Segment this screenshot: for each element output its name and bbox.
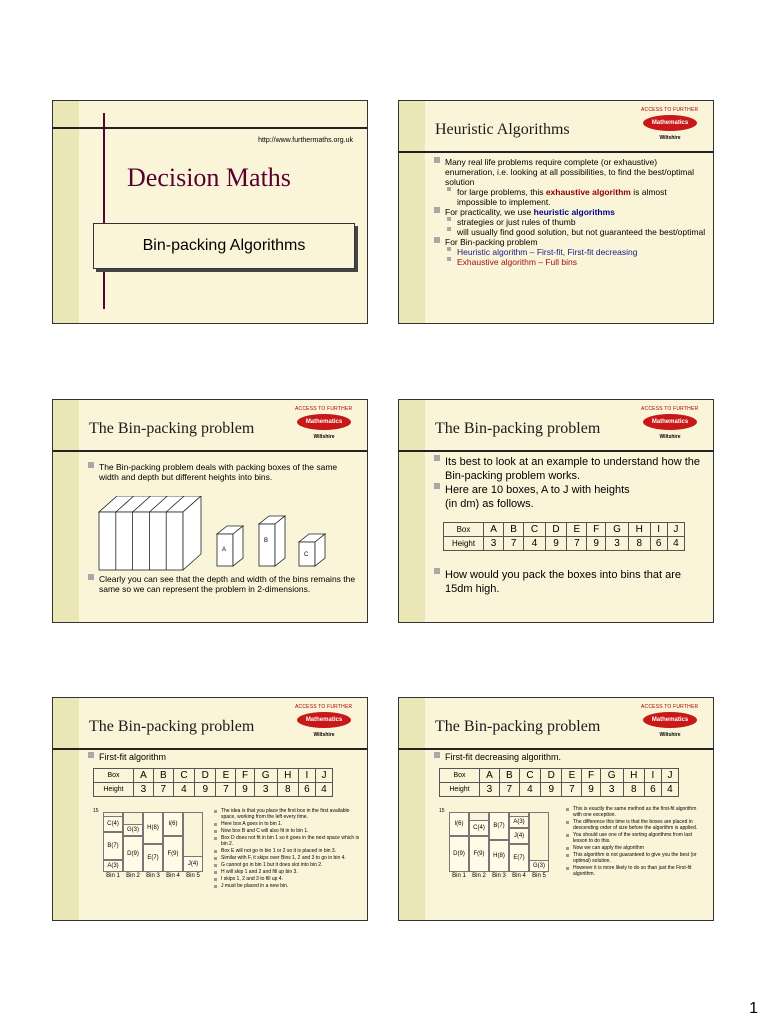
- box-letter-cell: F: [236, 769, 254, 783]
- bin-label: Bin 1: [106, 873, 120, 879]
- note-item: This is exactly the same method as the first-fit algorithm with one exception.: [565, 806, 705, 818]
- box-height-cell: 7: [216, 783, 236, 797]
- packed-box: E(7): [509, 844, 529, 872]
- note-item: I skips 1, 2 and 3 to fill up 4.: [213, 876, 361, 882]
- box-letter-cell: I: [650, 523, 667, 537]
- note-item: The idea is that you place the first box in the first available space, working from the left every time.: [213, 808, 361, 820]
- box-letter-cell: B: [153, 769, 173, 783]
- scale-label: 15: [439, 808, 445, 814]
- box-height-cell: 9: [541, 783, 562, 797]
- header-rule: [53, 748, 368, 750]
- packed-box: A(3): [103, 860, 123, 872]
- bin-label: Bin 5: [532, 873, 546, 879]
- box-letter-cell: A: [480, 769, 500, 783]
- packed-box: G(3): [123, 824, 143, 836]
- note-item: The difference this time is that the boxes are placed in descending order of size before the algorithm is applied.: [565, 819, 705, 831]
- further-maths-logo: ACCESS TO FURTHER Mathematics Wiltshire: [295, 406, 353, 440]
- box-height-cell: 9: [236, 783, 254, 797]
- slide-title: The Bin-packing problem: [89, 420, 255, 437]
- box-letter-cell: D: [545, 523, 567, 537]
- box-letter-cell: E: [216, 769, 236, 783]
- subtitle-text: Bin-packing Algorithms: [142, 237, 306, 254]
- box-letter-cell: I: [644, 769, 661, 783]
- bin-diagram: [449, 812, 549, 880]
- packed-box: C(4): [103, 816, 123, 832]
- box-letter-cell: B: [504, 523, 524, 537]
- note-item: However it is more likely to do so than just the First-fit algorithm.: [565, 865, 705, 877]
- bullet-continuation: (in dm) as follows.: [445, 498, 534, 510]
- note-item: Now we can apply the algorithm: [565, 845, 705, 851]
- further-maths-logo: ACCESS TO FURTHER Mathematics Wiltshire: [295, 704, 353, 738]
- box-height-cell: 9: [587, 537, 606, 551]
- box-letter-cell: E: [562, 769, 582, 783]
- box-height-table: Box A B C D E F G H I J Height 3 7 4 9 7 9 3 8 6 4: [443, 522, 685, 551]
- notes-list: [213, 808, 361, 890]
- box-height-table: Box A B C D E F G H I J Height 3 7 4 9 7 9 3 8 6 4: [439, 768, 679, 797]
- bin-label: Bin 3: [146, 873, 160, 879]
- bin-label: Bin 4: [166, 873, 180, 879]
- sub-bullet: for large problems, this exhaustive algorithm is almost impossible to implement.: [433, 187, 709, 207]
- box-height-cell: 4: [315, 783, 332, 797]
- note-item: This algorithm is not guaranteed to give you the best (or optimal) solution.: [565, 852, 705, 864]
- bullet: Clearly you can see that the depth and width of the bins remains the same so we can represent the problem in 2-dimensions.: [87, 574, 357, 594]
- bullet-list: [87, 752, 166, 763]
- note-item: Box D does not fit in bin 1 so it goes in the next space which is bin 2.: [213, 835, 361, 847]
- box-letter-cell: A: [484, 523, 504, 537]
- packed-box: J(4): [509, 828, 529, 844]
- page-number: 1: [749, 1000, 758, 1017]
- box-letter-cell: H: [623, 769, 644, 783]
- packed-box: C(4): [469, 820, 489, 836]
- packed-box: D(9): [449, 836, 469, 872]
- box-height-cell: 4: [524, 537, 546, 551]
- bullet-list: [433, 157, 709, 267]
- box-height-cell: 6: [644, 783, 661, 797]
- box-letter-cell: B: [499, 769, 519, 783]
- header-rule: [399, 450, 714, 452]
- box-letter-cell: G: [254, 769, 277, 783]
- box-letter-cell: C: [519, 769, 540, 783]
- slide-binpacking-intro: [52, 399, 368, 623]
- packed-box: A(3): [509, 816, 529, 828]
- box-height-cell: 7: [567, 537, 587, 551]
- bullet: First-fit algorithm: [87, 752, 166, 763]
- header-rule: [53, 450, 368, 452]
- bullet: First-fit decreasing algorithm.: [433, 752, 561, 763]
- bin-label: Bin 1: [452, 873, 466, 879]
- box-a-label: A: [222, 547, 227, 553]
- box-height-cell: 4: [661, 783, 678, 797]
- packed-box: F(9): [163, 836, 183, 872]
- note-item: Now box B and C will also fit in to bin 1.: [213, 828, 361, 834]
- bullet-list: [433, 568, 709, 596]
- slide-binpacking-example: [398, 399, 714, 623]
- further-maths-logo: ACCESS TO FURTHER Mathematics Wiltshire: [641, 704, 699, 738]
- box-letter-cell: J: [315, 769, 332, 783]
- deck-title: Decision Maths: [127, 163, 291, 192]
- packed-box: B(7): [103, 832, 123, 860]
- box-letter-cell: F: [582, 769, 600, 783]
- slide-sidebar: [53, 400, 79, 622]
- box-height-cell: 7: [504, 537, 524, 551]
- url-text: http://www.furthermaths.org.uk: [258, 137, 353, 144]
- packed-box: H(8): [489, 840, 509, 872]
- bullet: Many real life problems require complete (or exhaustive) enumeration, i.e. looking at all possibilities, to find the best/optimal solution: [433, 157, 709, 187]
- slide-sidebar: [399, 698, 425, 920]
- packed-box: F(9): [469, 836, 489, 872]
- slide-title: The Bin-packing problem: [435, 420, 601, 437]
- box-letter-cell: C: [173, 769, 194, 783]
- slide-heuristic: [398, 100, 714, 324]
- packed-box: B(7): [489, 812, 509, 840]
- packed-box: E(7): [143, 844, 163, 872]
- header-rule: [399, 151, 714, 153]
- box-letter-cell: J: [661, 769, 678, 783]
- box-height-cell: 3: [606, 537, 629, 551]
- slide-title: The Bin-packing problem: [89, 718, 255, 735]
- slide-sidebar: [399, 101, 425, 323]
- top-rule: [53, 127, 368, 129]
- box-height-cell: 8: [629, 537, 651, 551]
- slide-title: [52, 100, 368, 324]
- sub-bullet: Exhaustive algorithm – Full bins: [433, 257, 709, 267]
- note-item: Here box A goes in to bin 1.: [213, 821, 361, 827]
- bullet: For practicality, we use heuristic algorithms: [433, 207, 709, 217]
- packed-box: H(8): [143, 812, 163, 844]
- further-maths-logo: ACCESS TO FURTHER Mathematics Wiltshire: [641, 107, 699, 141]
- bin-label: Bin 2: [126, 873, 140, 879]
- box-height-cell: 6: [650, 537, 667, 551]
- bin-label: Bin 2: [472, 873, 486, 879]
- box-height-cell: 4: [173, 783, 194, 797]
- packed-box: I(6): [449, 812, 469, 836]
- box-height-cell: 7: [153, 783, 173, 797]
- slide-sidebar: [399, 400, 425, 622]
- box-letter-cell: G: [606, 523, 629, 537]
- bullet: The Bin-packing problem deals with packing boxes of the same width and depth but different heights into bins.: [87, 462, 357, 482]
- bullet-list: [433, 455, 709, 511]
- bullet-list: [87, 574, 357, 594]
- packed-box: D(9): [123, 836, 143, 872]
- bullet-list: [433, 752, 561, 763]
- slide-first-fit: [52, 697, 368, 921]
- bullet: How would you pack the boxes into bins that are 15dm high.: [433, 568, 709, 596]
- vertical-rule: [103, 113, 105, 309]
- box-height-cell: 3: [600, 783, 623, 797]
- note-item: H will skip 1 and 2 and fill up bin 3.: [213, 869, 361, 875]
- bullet-list: [87, 462, 357, 482]
- bin-label: Bin 4: [512, 873, 526, 879]
- box-letter-cell: H: [277, 769, 298, 783]
- sub-bullet: will usually find good solution, but not guaranteed the best/optimal: [433, 227, 709, 237]
- slide-title: Heuristic Algorithms: [435, 121, 570, 138]
- box-height-cell: 9: [195, 783, 216, 797]
- box-c-label: C: [304, 552, 309, 558]
- slide-first-fit-decreasing: [398, 697, 714, 921]
- box-height-cell: 9: [545, 537, 567, 551]
- box-height-cell: 8: [277, 783, 298, 797]
- box-letter-cell: I: [298, 769, 315, 783]
- box-b-label: B: [264, 538, 269, 544]
- box-height-cell: 3: [254, 783, 277, 797]
- slide-sidebar: [53, 101, 79, 323]
- bin-label: Bin 3: [492, 873, 506, 879]
- box-height-cell: 4: [519, 783, 540, 797]
- packed-box: I(6): [163, 812, 183, 836]
- box-height-table: Box A B C D E F G H I J Height 3 7 4 9 7 9 3 8 6 4: [93, 768, 333, 797]
- box-letter-cell: E: [567, 523, 587, 537]
- note-item: J must be placed in a new bin.: [213, 883, 361, 889]
- box-height-cell: 8: [623, 783, 644, 797]
- bullet: Here are 10 boxes, A to J with heights: [433, 483, 709, 497]
- box-height-cell: 6: [298, 783, 315, 797]
- slide-sidebar: [53, 698, 79, 920]
- bullet: Its best to look at an example to understand how the Bin-packing problem works.: [433, 455, 709, 483]
- box-letter-cell: H: [629, 523, 651, 537]
- sub-bullet: Heuristic algorithm – First-fit, First-fit decreasing: [433, 247, 709, 257]
- notes-list: [565, 806, 705, 878]
- further-maths-logo: ACCESS TO FURTHER Mathematics Wiltshire: [641, 406, 699, 440]
- bin-diagram: [103, 812, 203, 880]
- bullet: For Bin-packing problem: [433, 237, 709, 247]
- bins-illustration: [93, 496, 363, 572]
- bin-label: Bin 5: [186, 873, 200, 879]
- slide-title: The Bin-packing problem: [435, 718, 601, 735]
- box-height-cell: 4: [667, 537, 684, 551]
- box-height-cell: 3: [134, 783, 154, 797]
- box-letter-cell: J: [667, 523, 684, 537]
- box-letter-cell: D: [541, 769, 562, 783]
- sub-bullet: strategies or just rules of thumb: [433, 217, 709, 227]
- box-letter-cell: G: [600, 769, 623, 783]
- box-letter-cell: F: [587, 523, 606, 537]
- box-letter-cell: C: [524, 523, 546, 537]
- box-height-cell: 3: [484, 537, 504, 551]
- box-height-cell: 3: [480, 783, 500, 797]
- scale-label: 15: [93, 808, 99, 814]
- packed-box: J(4): [183, 856, 203, 872]
- box-height-cell: 7: [562, 783, 582, 797]
- box-letter-cell: A: [134, 769, 154, 783]
- note-item: Box E will not go in bin 1 or 2 so it is placed in bin 3.: [213, 848, 361, 854]
- subtitle-box: [93, 223, 355, 269]
- box-letter-cell: D: [195, 769, 216, 783]
- note-item: G cannot go in bin 1 but it does slot into bin 2.: [213, 862, 361, 868]
- note-item: Similar with F, it skips over Bins 1, 2 and 3 to go in bin 4.: [213, 855, 361, 861]
- box-height-cell: 7: [499, 783, 519, 797]
- packed-box: G(3): [529, 860, 549, 872]
- note-item: You should use one of the sorting algorithms from last lesson to do this.: [565, 832, 705, 844]
- header-rule: [399, 748, 714, 750]
- box-height-cell: 9: [582, 783, 600, 797]
